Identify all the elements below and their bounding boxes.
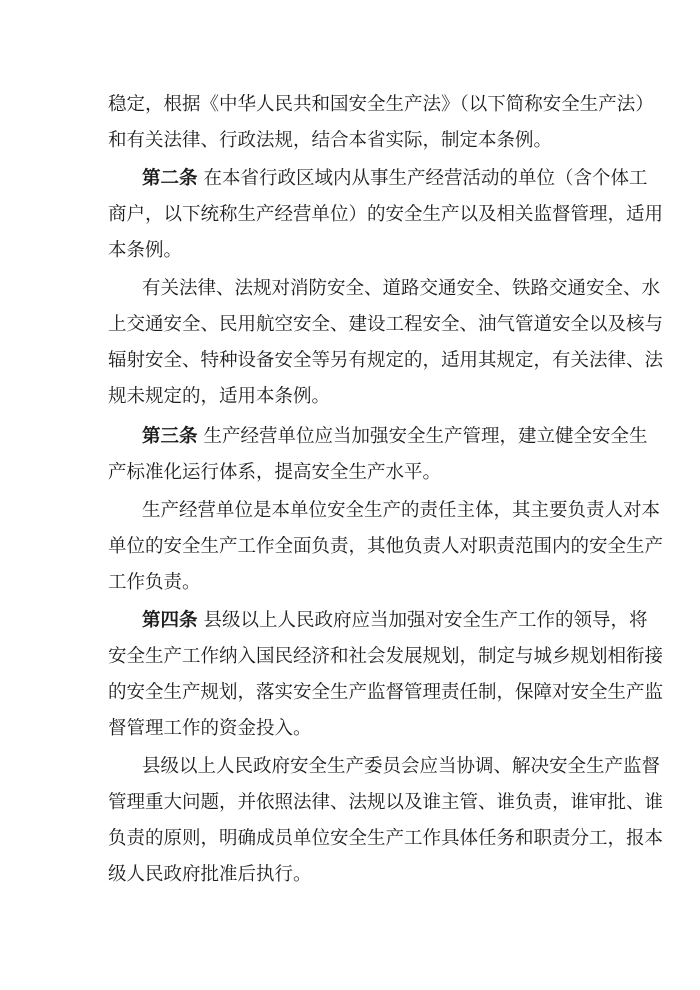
article-2-first-line <box>142 166 648 192</box>
text-line: 本条例。 <box>108 240 183 261</box>
text-line: 规未规定的，适用本条例。 <box>108 386 331 407</box>
text-line: 工作负责。 <box>108 572 201 593</box>
article-heading: 第二条 <box>142 168 198 189</box>
text-line: 和有关法律、行政法规，结合本省实际，制定本条例。 <box>108 130 553 151</box>
article-4-first-line <box>142 608 648 634</box>
article-heading: 第三条 <box>142 426 198 447</box>
text-line: 安全生产工作纳入国民经济和社会发展规划，制定与城乡规划相衔接 <box>108 646 664 667</box>
text-line: 县级以上人民政府安全生产委员会应当协调、解决安全生产监督 <box>142 756 661 777</box>
text-line: 产标准化运行体系，提高安全生产水平。 <box>108 462 442 483</box>
text-line: 有关法律、法规对消防安全、道路交通安全、铁路交通安全、水 <box>142 278 661 299</box>
text-line: 辐射安全、特种设备安全等另有规定的，适用其规定，有关法律、法 <box>108 350 664 371</box>
text-line: 级人民政府批准后执行。 <box>108 864 312 885</box>
text-line: 稳定，根据《中华人民共和国安全生产法》（以下简称安全生产法） <box>108 94 654 115</box>
article-3-first-line <box>142 424 648 450</box>
text-line: 商户，以下统称生产经营单位）的安全生产以及相关监督管理，适用 <box>108 204 664 225</box>
text-line: 生产经营单位应当加强安全生产管理，建立健全安全生 <box>203 426 648 447</box>
text-line: 单位的安全生产工作全面负责，其他负责人对职责范围内的安全生产 <box>108 536 664 557</box>
text-line: 督管理工作的资金投入。 <box>108 718 312 739</box>
text-line: 生产经营单位是本单位安全生产的责任主体，其主要负责人对本 <box>142 500 661 521</box>
article-heading: 第四条 <box>142 610 198 631</box>
text-line: 负责的原则，明确成员单位安全生产工作具体任务和职责分工，报本 <box>108 828 664 849</box>
text-line: 管理重大问题，并依照法律、法规以及谁主管、谁负责，谁审批、谁 <box>108 792 664 813</box>
text-line: 在本省行政区域内从事生产经营活动的单位（含个体工 <box>203 168 648 189</box>
text-line: 县级以上人民政府应当加强对安全生产工作的领导，将 <box>203 610 648 631</box>
text-line: 的安全生产规划，落实安全生产监督管理责任制，保障对安全生产监 <box>108 682 664 703</box>
text-line: 上交通安全、民用航空安全、建设工程安全、油气管道安全以及核与 <box>108 314 664 335</box>
